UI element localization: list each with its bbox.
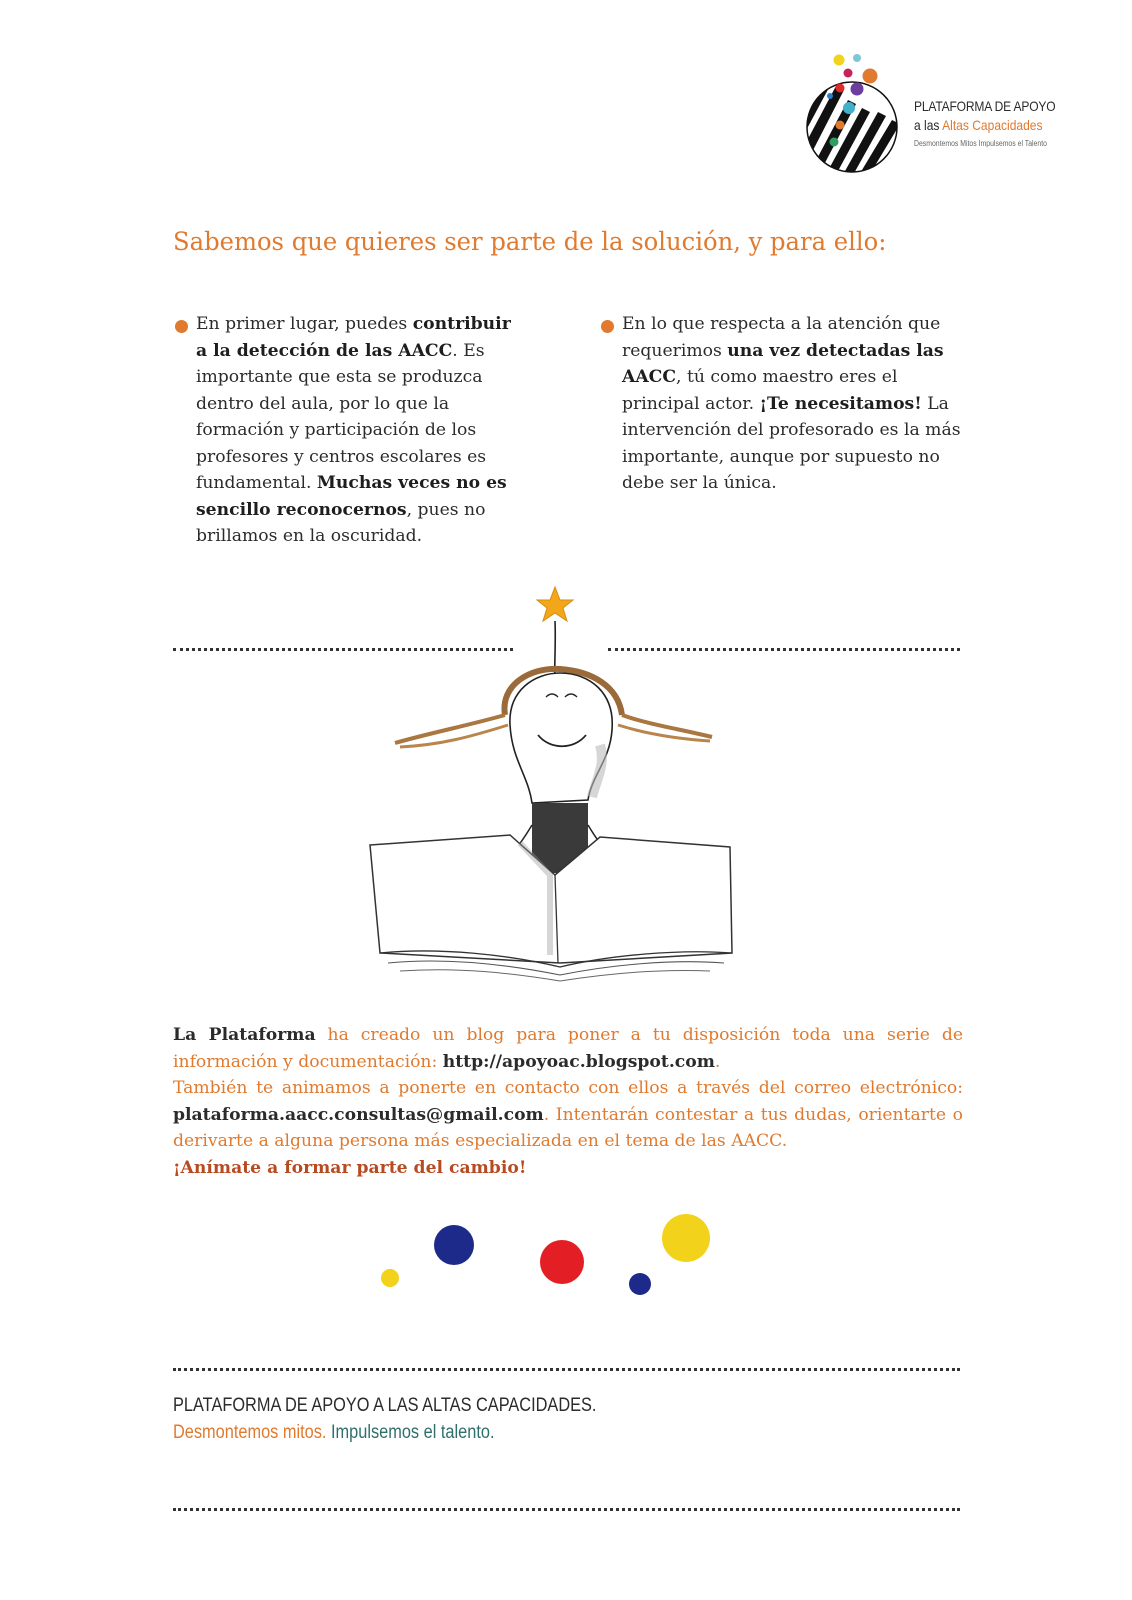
logo-tagline: Desmontemos Mitos Impulsemos el Talento	[914, 139, 1047, 148]
bullet-dot-icon	[175, 320, 188, 333]
logo-subtitle: a las Altas Capacidades	[914, 117, 1043, 133]
logo-emblem	[800, 50, 910, 180]
bullet-dot-icon	[601, 320, 614, 333]
navy-dot-icon	[434, 1225, 474, 1265]
dotted-divider	[173, 1508, 960, 1511]
navy-dot-icon	[629, 1273, 651, 1295]
call-to-action: ¡Anímate a formar parte del cambio!	[173, 1157, 527, 1178]
yellow-dot-icon	[662, 1214, 710, 1262]
dotted-divider	[173, 1368, 960, 1371]
red-dot-icon	[540, 1240, 584, 1284]
blog-link[interactable]: http://apoyoac.blogspot.com	[442, 1051, 715, 1072]
logo-title: PLATAFORMA DE APOYO	[914, 98, 1056, 114]
contact-email-link[interactable]: plataforma.aacc.consultas@gmail.com	[173, 1104, 544, 1125]
decorative-dots	[370, 1205, 730, 1315]
platform-logo	[800, 50, 1100, 180]
right-column-text: En lo que respecta a la atención que requerimos una vez detectadas las AACC, tú como maestro eres el principal actor. ¡Te necesitamos! La intervención del profesorado es la más importante, aunque por supuesto no debe ser la única.	[622, 314, 961, 493]
footer-title: PLATAFORMA DE APOYO A LAS ALTAS CAPACIDADES.	[173, 1395, 597, 1416]
blog-info-paragraph: La Plataforma ha creado un blog para poner a tu disposición toda una serie de información y documentación: http://apoyoac.blogspot.com. También te animamos a ponerte en contacto con ellos a través del correo electrónico: plataforma.aacc.consultas@gmail.com. Intentarán contestar a tus dudas, orientarte o derivarte a alguna persona más especializada en el tema de las AACC. ¡Anímate a formar parte del cambio!	[173, 1025, 963, 1178]
left-column-text: En primer lugar, puedes contribuir a la detección de las AACC. Es importante que esta se produzca dentro del aula, por lo que la formación y participación de los profesores y centros escolares es fundamental. Muchas veces no es sencillo reconocernos, pues no brillamos en la oscuridad.	[196, 314, 511, 546]
page-heading: Sabemos que quieres ser parte de la solución, y para ello:	[173, 227, 887, 256]
yellow-dot-icon	[381, 1269, 399, 1287]
child-reading-illustration	[360, 575, 750, 995]
footer-slogan: Desmontemos mitos. Impulsemos el talento.	[173, 1422, 495, 1443]
platform-name: La Plataforma	[173, 1025, 316, 1045]
